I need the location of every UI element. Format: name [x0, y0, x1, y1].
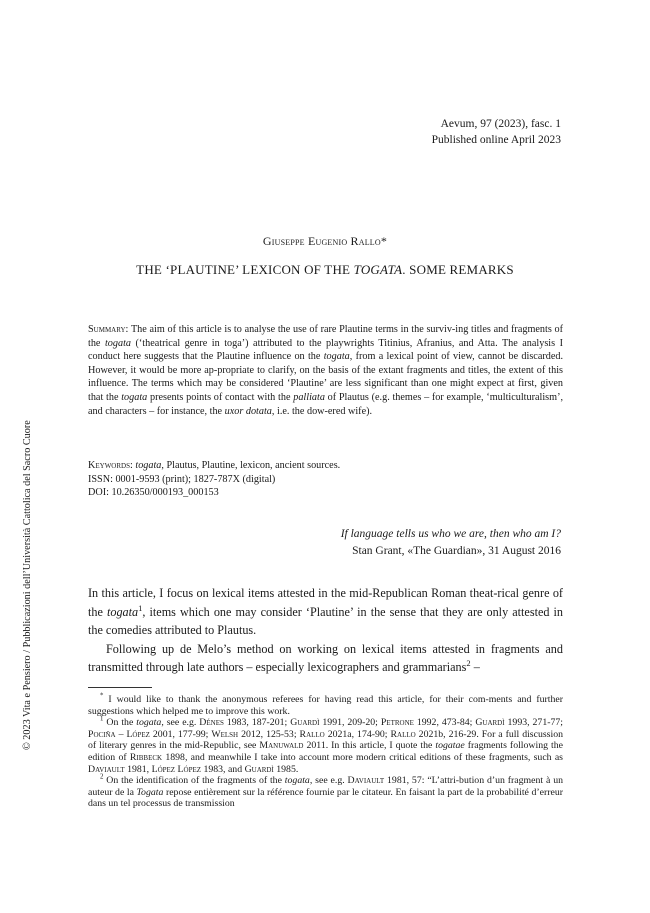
body-text-run: In this article, I focus on lexical items attested in the mid-Republican Roman theat-rical genre of the — [88, 586, 563, 619]
footnote-marker: 2 — [100, 773, 104, 781]
footnote-italic: togata — [136, 717, 162, 729]
title-suffix: . SOME REMARKS — [402, 262, 514, 277]
footnote-text: , see e.g. — [309, 775, 348, 787]
keywords-label: Keywords: — [88, 460, 133, 471]
journal-info — [432, 116, 561, 148]
cited-author: Guardì — [290, 717, 320, 729]
keywords-text: , Plautus, Plautine, lexicon, ancient sources. — [161, 460, 341, 471]
footnote-text: 1992, 473-84; — [413, 717, 476, 729]
body-text-run: , items which one may consider ‘Plautine’ in the sense that they are only attested in the comedies attributed to Plautus. — [88, 604, 564, 638]
footnote-text: I would like to thank the anonymous referees for having read this article, for their com-ments and further suggestions which helped me to improve this work. — [88, 694, 563, 717]
title-prefix: THE ‘PLAUTINE’ LEXICON OF THE — [136, 262, 354, 277]
footnotes — [88, 694, 563, 810]
copyright-notice: © 2023 Vita e Pensiero / Pubblicazioni dell’Università Cattolica del Sacro Cuore — [22, 420, 33, 750]
footnote-divider — [88, 687, 152, 688]
summary-text: (‘theatrical genre in toga’) attributed to the playwrights Titinius, Afranius, and Atta. The analysis I conduct here suggests that the Plautine influence on the — [88, 337, 563, 363]
footnote-text: 2001, 177-99; — [149, 728, 212, 740]
footnote-text: 1983, and — [201, 763, 245, 775]
summary-italic: togata — [121, 391, 148, 403]
cited-author: Daviault — [88, 763, 125, 775]
footnote-italic: togata — [284, 775, 310, 787]
cited-author: Rallo — [390, 728, 416, 740]
footnote-ref-1[interactable]: 1 — [138, 602, 143, 613]
summary-text: presents points of contact with the — [147, 391, 294, 403]
summary-text: of Plautus (e.g. themes – for example, ‘multiculturalism’, and characters – for instance, the — [88, 391, 564, 417]
paragraph-2 — [88, 640, 563, 677]
epigraph-quote: If language tells us who we are, then who am I? — [340, 528, 561, 540]
epigraph — [341, 526, 561, 560]
journal-issue: Aevum, 97 (2023), fasc. 1 — [440, 118, 561, 130]
cited-author: Pociña – López — [88, 728, 150, 740]
abstract — [88, 323, 563, 418]
cited-author: López López — [151, 763, 202, 775]
cited-author: Rallo — [299, 728, 325, 740]
doi-line[interactable]: DOI: 10.26350/000193_000153 — [88, 487, 219, 499]
footnote-text: 2021b, 216-29. For a full discussion of literary genres in the mid-Republic, see — [88, 728, 564, 752]
author-name — [0, 234, 650, 249]
summary-italic: togata — [323, 351, 350, 363]
footnote-text: , see e.g. — [161, 717, 200, 729]
issn-line: ISSN: 0001-9593 (print); 1827-787X (digital) — [88, 473, 276, 485]
footnote-text: 1898, and meanwhile I take into account more modern critical editions of these fragments, such as — [162, 751, 563, 763]
keywords-italic: togata — [132, 460, 162, 471]
summary-italic: uxor dotata — [224, 405, 272, 417]
body-text — [88, 584, 563, 677]
footnote-text: 2012, 125-53; — [238, 728, 300, 740]
summary-text: , i.e. the dow-ered wife). — [271, 405, 373, 417]
cited-author: Welsh — [211, 728, 239, 740]
cited-author: Manuwald — [259, 740, 304, 752]
footnote-text: repose entièrement sur la référence fournie par le citateur. En faisant la part de la probabilité d’erreur dans un tel processus de transmission — [88, 786, 563, 810]
footnote-text: 1985. — [273, 763, 299, 775]
summary-text: , from a lexical point of view, cannot be discarded. However, it would be more ap-propriate to clarify, on the basis of the extant fragments and titles, the extent of this influence. The terms which may be considered ‘Plautine’ are less significant than one might expect at first, given that the — [88, 351, 563, 403]
summary-italic: palliata — [293, 391, 325, 403]
body-italic: togata — [106, 604, 139, 619]
footnote-text: 1981, 57: “L’attri-bution d’un fragment à un auteur de la — [88, 775, 563, 798]
summary-label: Summary: — [88, 324, 129, 335]
footnote-italic: togatae — [435, 740, 465, 752]
summary-text: The aim of this article is to analyse the use of rare Plautine terms in the surviv-ing titles and fragments of the — [88, 324, 563, 349]
cited-author: Dénes — [199, 717, 224, 729]
author-name-text: Giuseppe Eugenio Rallo — [262, 234, 381, 248]
footnote-text: On the — [103, 717, 137, 729]
footnote-2 — [88, 775, 563, 810]
cited-author: Petrone — [380, 717, 414, 729]
footnote-text: 1991, 209-20; — [319, 717, 381, 729]
footnote-text: 2011. In this article, I quote the — [303, 740, 436, 752]
cited-author: Guardì — [244, 763, 274, 775]
publication-date: Published online April 2023 — [431, 134, 561, 146]
body-text-run: Following up de Melo’s method on working on lexical items attested in fragments and transmitted through late authors – especially lexicographers and grammarians — [88, 641, 563, 675]
footnote-text: 2021a, 174-90; — [324, 728, 391, 740]
cited-author: Ribbeck — [129, 751, 163, 763]
article-title — [0, 262, 650, 278]
footnote-ref-2[interactable]: 2 — [466, 658, 471, 669]
footnote-text: 1981, — [124, 763, 152, 775]
footnote-marker: * — [100, 692, 104, 700]
author-footnote-marker[interactable]: * — [380, 234, 388, 248]
footnote-1 — [88, 717, 563, 775]
cited-author: Daviault — [347, 775, 385, 787]
footnote-text: 1993, 271-77; — [504, 717, 564, 729]
keywords-line — [88, 459, 563, 473]
footnote-text: On the identification of the fragments of the — [103, 775, 285, 787]
body-text-run: – — [470, 660, 480, 675]
footnote-text: fragments following the edition of — [88, 740, 563, 763]
summary-italic: togata — [104, 337, 131, 349]
footnote-text: 1983, 187-201; — [223, 717, 291, 729]
footnote-italic: Togata — [136, 786, 164, 798]
title-italic: TOGATA — [353, 262, 403, 277]
keywords-block — [88, 459, 563, 500]
footnote-star — [88, 694, 563, 717]
epigraph-source: Stan Grant, «The Guardian», 31 August 2016 — [352, 545, 561, 557]
paragraph-1 — [88, 584, 563, 640]
cited-author: Guardì — [475, 717, 505, 729]
footnote-marker: 1 — [100, 715, 104, 723]
